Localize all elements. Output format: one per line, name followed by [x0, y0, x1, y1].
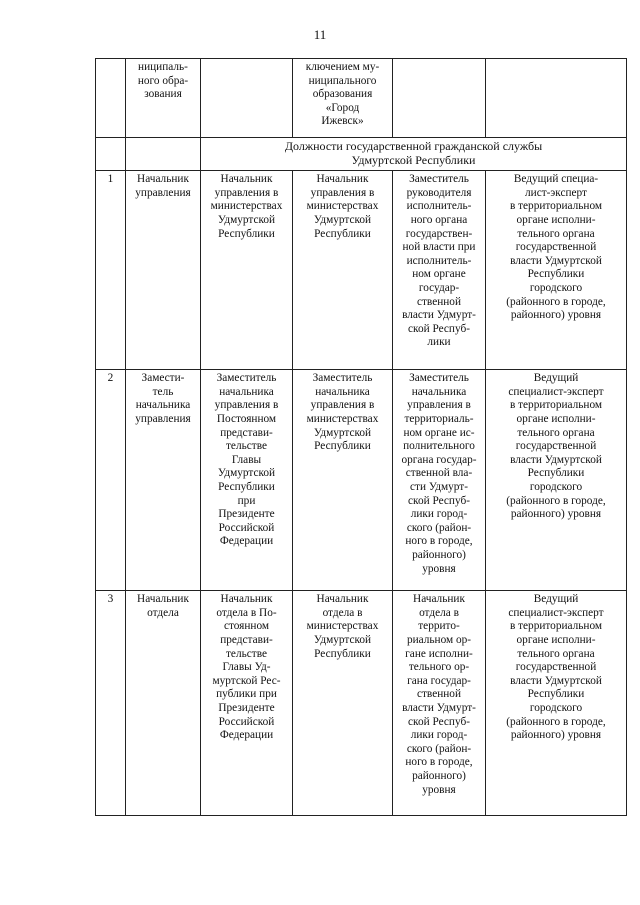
positions-table	[95, 58, 627, 816]
cell-text-line: Удмуртской	[217, 213, 276, 226]
cell-number	[96, 138, 126, 171]
cell-text-line: министерствах	[306, 200, 379, 213]
cell-text-line: Федерации	[219, 729, 274, 742]
cell-text-line: (районного в городе,	[506, 494, 606, 507]
cell-text-line: Заместитель	[216, 372, 277, 385]
cell-position-title	[126, 370, 201, 591]
cell-text-line: ского (район-	[406, 742, 472, 755]
cell-text-line: Республики	[218, 480, 275, 493]
cell-text-line: Федерации	[219, 535, 274, 548]
cell-text-line: Республики	[314, 227, 371, 240]
cell-text-line: лист-эксперт	[525, 186, 587, 199]
cell-text-line: государственной	[515, 661, 597, 674]
cell-text-line: лики город-	[410, 729, 468, 742]
cell-text-line: «Город	[325, 101, 360, 114]
cell-col5	[393, 59, 486, 138]
cell-text-line: сти Удмурт-	[410, 480, 468, 493]
cell-text-line: Удмуртской Республики	[351, 152, 476, 167]
cell-position-title	[126, 138, 201, 171]
cell-text-line: Ведущий специа-	[513, 173, 599, 186]
cell-col4	[293, 370, 393, 591]
cell-text-line: территориаль-	[404, 412, 474, 425]
cell-text-line: Республики	[314, 440, 371, 453]
cell-text-line: министерствах	[306, 412, 379, 425]
cell-text-line: тельного органа	[517, 426, 595, 439]
table-row-continued	[96, 59, 627, 138]
cell-text-line: Республики	[218, 227, 275, 240]
cell-text-line: тельстве	[226, 440, 267, 453]
cell-text-line: государствен-	[405, 227, 473, 240]
cell-text-line: министерствах	[210, 200, 283, 213]
cell-text-line: полнительного	[403, 440, 475, 453]
cell-text-line: Начальник	[220, 173, 273, 186]
cell-text-line: ниципаль-	[138, 61, 188, 73]
cell-text-line: в территориальном	[509, 399, 603, 412]
cell-text-line: органе исполни-	[516, 412, 596, 425]
cell-text-line: Начальник	[316, 593, 369, 606]
cell-text-line: лики город-	[410, 508, 468, 521]
cell-text-line: Российской	[218, 521, 275, 534]
cell-col5	[393, 171, 486, 370]
cell-text-line: исполнитель-	[406, 254, 472, 267]
cell-text-line: уровня	[422, 783, 456, 796]
table-row	[96, 370, 627, 591]
cell-text-line: Замести-	[141, 372, 185, 385]
cell-text-line: управления в	[407, 399, 471, 412]
table-row	[96, 591, 627, 816]
cell-text-line: ном органе ис-	[403, 426, 475, 439]
cell-text-line: Президенте	[218, 701, 275, 714]
cell-position-title	[126, 59, 201, 138]
cell-text-line: тельного органа	[517, 647, 595, 660]
cell-text-line: муртской Рес-	[212, 674, 281, 687]
cell-text-line: Российской	[218, 715, 275, 728]
table-row	[96, 171, 627, 370]
cell-text-line: ного органа	[410, 213, 468, 226]
cell-text-line: ской Респуб-	[408, 322, 470, 335]
cell-text-line: ного в городе,	[405, 756, 473, 769]
cell-text-line: начальника	[315, 385, 370, 398]
cell-text-line: представи-	[220, 426, 273, 439]
cell-text-line: при	[237, 494, 256, 507]
cell-text-line: районного)	[412, 769, 466, 782]
cell-text-line: гане исполни-	[405, 647, 473, 660]
cell-text-line: органе исполни-	[516, 633, 596, 646]
cell-col6	[486, 370, 627, 591]
cell-text-line: уровня	[422, 562, 456, 575]
cell-text-line: государ-	[418, 281, 460, 294]
cell-text-line: отдела в По-	[216, 606, 277, 619]
cell-text-line: Главы Уд-	[222, 661, 271, 674]
cell-col5	[393, 370, 486, 591]
row-number: 1	[96, 171, 126, 370]
cell-text-line: в территориальном	[509, 620, 603, 633]
cell-text-line: министерствах	[306, 620, 379, 633]
cell-col4	[293, 59, 393, 138]
cell-text-line: (районного в городе,	[506, 715, 606, 728]
cell-text-line: начальника	[135, 399, 191, 412]
cell-text-line: городского	[529, 701, 583, 714]
cell-text-line: Заместитель	[312, 372, 373, 385]
cell-text-line: Начальник	[220, 593, 273, 606]
cell-text-line: тельного ор-	[408, 661, 470, 674]
cell-text-line: ключением му-	[305, 61, 380, 73]
cell-text-line: тель	[152, 385, 174, 398]
cell-text-line: Республики	[527, 268, 585, 281]
cell-text-line: государственной	[515, 241, 597, 254]
cell-text-line: Начальник	[137, 173, 189, 186]
cell-text-line: Ведущий	[533, 372, 579, 385]
cell-text-line: гана государ-	[407, 674, 471, 687]
cell-text-line: образования	[312, 88, 373, 101]
cell-text-line: Республики	[527, 688, 585, 701]
cell-col6	[486, 171, 627, 370]
cell-text-line: Республики	[527, 467, 585, 480]
cell-text-line: руководителя	[406, 186, 472, 199]
cell-text-line: Удмуртской	[313, 633, 372, 646]
cell-text-line: отдела в	[322, 606, 363, 619]
cell-text-line: Главы	[231, 453, 262, 466]
cell-text-line: Ведущий	[533, 593, 579, 606]
cell-col6	[486, 59, 627, 138]
cell-text-line: управления	[135, 412, 191, 425]
section-header	[201, 138, 627, 171]
cell-text-line: представи-	[220, 633, 273, 646]
cell-col3	[201, 171, 293, 370]
cell-text-line: Постоянном	[216, 412, 277, 425]
cell-text-line: лики	[427, 336, 451, 349]
cell-text-line: ниципального	[308, 74, 377, 87]
cell-col5	[393, 591, 486, 816]
cell-col4	[293, 591, 393, 816]
cell-position-title	[126, 591, 201, 816]
cell-text-line: городского	[529, 281, 583, 294]
cell-text-line: стоянном	[223, 620, 270, 633]
cell-text-line: городского	[529, 480, 583, 493]
cell-col3	[201, 591, 293, 816]
cell-text-line: риальном ор-	[406, 633, 472, 646]
cell-text-line: Республики	[314, 647, 371, 660]
cell-col4	[293, 171, 393, 370]
cell-text-line: Начальник	[413, 593, 465, 606]
cell-text-line: Удмуртской	[313, 426, 372, 439]
cell-text-line: Заместитель	[409, 372, 469, 385]
cell-text-line: специалист-эксперт	[508, 385, 604, 398]
cell-text-line: исполнитель-	[406, 200, 472, 213]
cell-text-line: ской Респуб-	[408, 715, 470, 728]
cell-text-line: террито-	[418, 620, 460, 633]
cell-text-line: ственной	[416, 295, 462, 308]
page-number: 11	[313, 27, 327, 42]
cell-text-line: (районного в городе,	[506, 295, 606, 308]
cell-text-line: зования	[144, 88, 182, 101]
cell-text-line: власти Удмуртской	[510, 254, 602, 267]
section-header-row	[96, 138, 627, 171]
cell-text-line: управления в	[310, 186, 375, 199]
cell-text-line: районного) уровня	[510, 508, 602, 521]
cell-text-line: ного обра-	[137, 74, 189, 87]
cell-text-line: управления в	[310, 399, 375, 412]
cell-text-line: власти Удмурт-	[402, 309, 476, 322]
cell-text-line: Удмуртской	[217, 467, 276, 480]
cell-text-line: тельстве	[226, 647, 267, 660]
cell-text-line: Ижевск»	[321, 115, 364, 128]
cell-text-line: управления	[135, 186, 191, 199]
cell-text-line: управления в	[214, 399, 279, 412]
cell-number	[96, 59, 126, 138]
cell-text-line: начальника	[411, 385, 467, 398]
cell-text-line: специалист-эксперт	[508, 606, 604, 619]
cell-text-line: Должности государственной гражданской службы	[284, 139, 543, 153]
cell-text-line: власти Удмуртской	[510, 674, 602, 687]
cell-text-line: Удмуртской	[313, 213, 372, 226]
cell-text-line: отдела в	[419, 606, 459, 619]
cell-text-line: начальника	[219, 385, 274, 398]
row-number: 3	[96, 591, 126, 816]
cell-text-line: районного) уровня	[510, 729, 602, 742]
cell-text-line: ской Респуб-	[408, 494, 470, 507]
cell-text-line: Заместитель	[409, 173, 469, 186]
cell-text-line: тельного органа	[517, 227, 595, 240]
cell-text-line: ной власти при	[402, 241, 476, 254]
cell-text-line: ственной вла-	[405, 467, 473, 480]
cell-text-line: органе исполни-	[516, 213, 596, 226]
cell-text-line: ского (район-	[406, 521, 472, 534]
cell-text-line: власти Удмурт-	[402, 701, 476, 714]
cell-text-line: управления в	[214, 186, 279, 199]
cell-col3	[201, 370, 293, 591]
cell-text-line: ственной	[416, 688, 462, 701]
cell-text-line: Начальник	[137, 593, 189, 606]
cell-text-line: Президенте	[218, 508, 275, 521]
cell-text-line: отдела	[147, 606, 179, 619]
cell-text-line: в территориальном	[509, 200, 603, 213]
cell-col6	[486, 591, 627, 816]
cell-text-line: Начальник	[316, 173, 369, 186]
cell-col3	[201, 59, 293, 138]
cell-text-line: органа государ-	[401, 453, 477, 466]
cell-text-line: ного в городе,	[405, 535, 473, 548]
cell-text-line: районного)	[412, 548, 466, 561]
row-number: 2	[96, 370, 126, 591]
cell-text-line: районного) уровня	[510, 309, 602, 322]
cell-text-line: государственной	[515, 440, 597, 453]
cell-position-title	[126, 171, 201, 370]
cell-text-line: ном органе	[412, 268, 466, 281]
cell-text-line: власти Удмуртской	[510, 453, 602, 466]
cell-text-line: публики при	[216, 688, 277, 701]
